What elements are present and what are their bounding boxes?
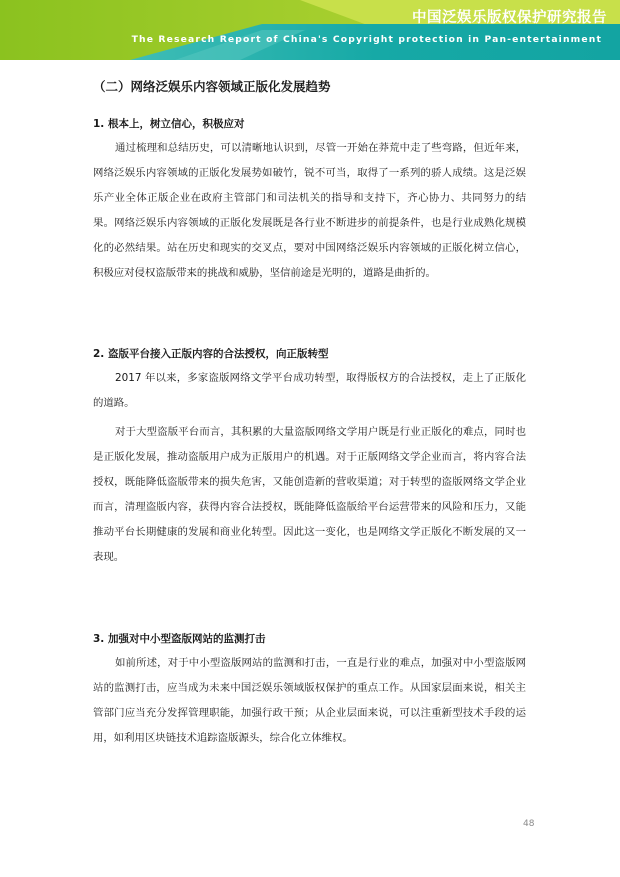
paragraph-3-1: 如前所述，对于中小型盗版网站的监测和打击，一直是行业的难点，加强对中小型盗版网站的监测打击，应当成为未来中国泛娱乐领域版权保护的重点工作。从国家层面来说，相关主管部门应当充分发挥管理职能，加强行政干预；从企业层面来说，可以注重新型技术手段的运用，如利用区块链技术追踪盗版源头，综合化立体维权。 (93, 657, 526, 744)
report-title: 中国泛娱乐版权保护研究报告 (412, 10, 607, 26)
paragraph-2-1: 2017 年以来，多家盗版网络文学平台成功转型，取得版权方的合法授权，走上了正版化的道路。 (93, 372, 526, 409)
report-subtitle: The Research Report of China's Copyright protection in Pan-entertainment (131, 34, 602, 45)
paragraph-2-2: 对于大型盗版平台而言，其积累的大量盗版网络文学用户既是行业正版化的难点，同时也是正版化发展，推动盗版用户成为正版用户的机遇。对于正版网络文学企业而言，将内容合法授权，既能降低盗版带来的损失危害，又能创造新的营收渠道；对于转型的盗版网络文学企业而言，清理盗版内容，获得内容合法授权，既能降低盗版给平台运营带来的风险和压力，又能推动平台长期健康的发展和商业化转型。因此这一变化，也是网络文学正版化不断发展的又一表现。 (93, 426, 526, 563)
paragraph-1-1: 通过梳理和总结历史，可以清晰地认识到，尽管一开始在莽荒中走了些弯路，但近年来，网络泛娱乐内容领域的正版化发展势如破竹，锐不可当，取得了一系列的骄人成绩。这是泛娱乐产业全体正版企业在政府主管部门和司法机关的指导和支持下，齐心协力、共同努力的结果。网络泛娱乐内容领域的正版化发展既是各行业不断进步的前提条件，也是行业成熟化规模化的必然结果。站在历史和现实的交叉点，要对中国网络泛娱乐内容领域的正版化树立信心，积极应对侵权盗版带来的挑战和威胁，坚信前途是光明的，道路是曲折的。 (93, 142, 526, 279)
page-number: 48 (523, 819, 535, 829)
subsection-heading-1: 1. 根本上，树立信心，积极应对 (93, 118, 245, 130)
subsection-heading-3: 3. 加强对中小型盗版网站的监测打击 (93, 633, 266, 645)
subsection-heading-2: 2. 盗版平台接入正版内容的合法授权，向正版转型 (93, 348, 329, 360)
header-banner (0, 0, 620, 60)
section-title: （二）网络泛娱乐内容领域正版化发展趋势 (93, 79, 331, 94)
